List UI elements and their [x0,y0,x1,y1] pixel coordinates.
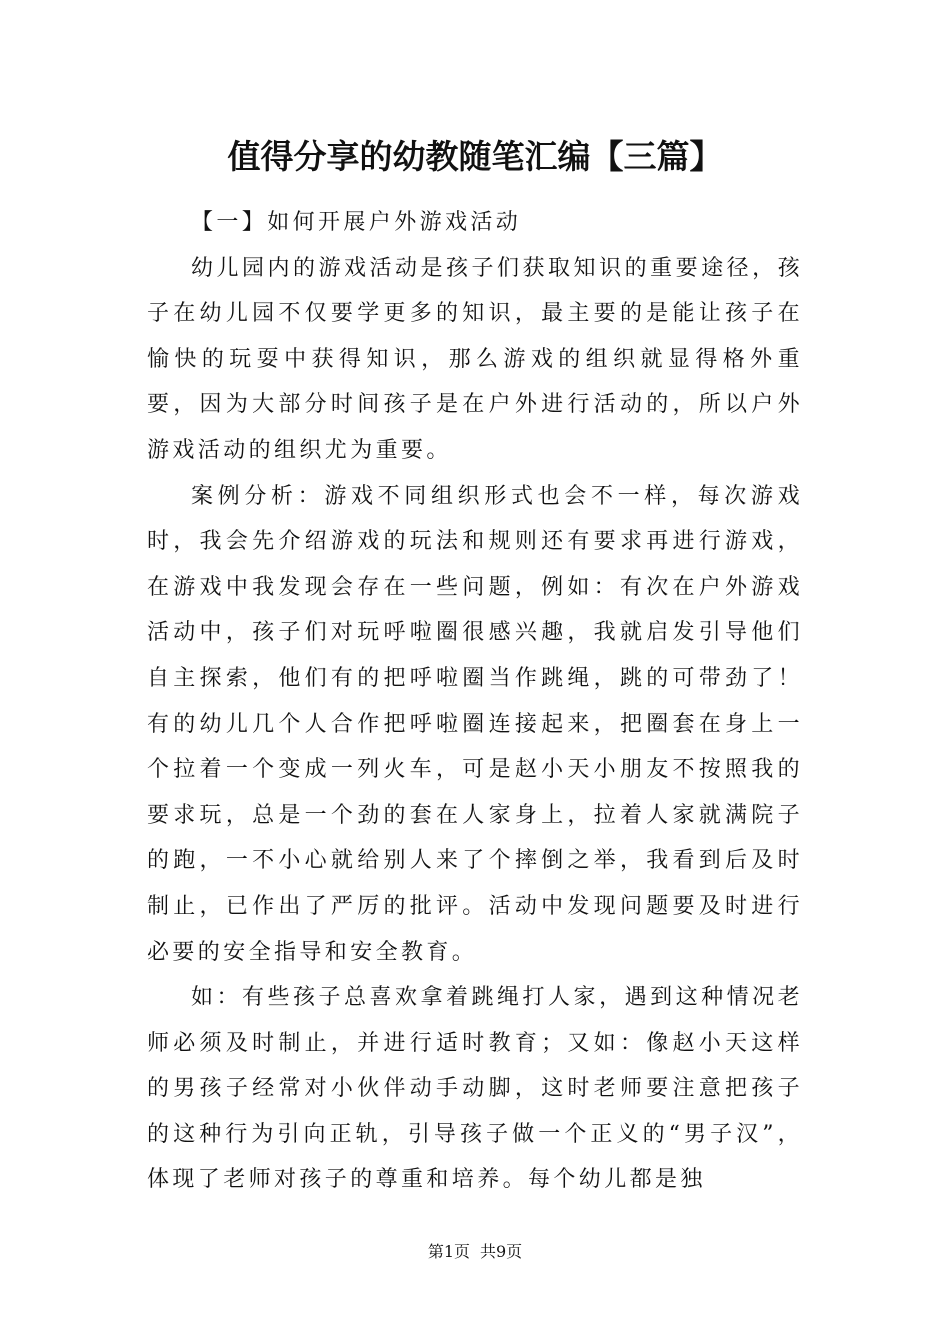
page-footer [0,1240,950,1264]
paragraph: 案例分析：游戏不同组织形式也会不一样，每次游戏时，我会先介绍游戏的玩法和规则还有要求再进行游戏，在游戏中我发现会存在一些问题，例如：有次在户外游戏活动中，孩子们对玩呼啦圈很感兴趣，我就启发引导他们自主探索，他们有的把呼啦圈当作跳绳，跳的可带劲了！有的幼儿几个人合作把呼啦圈连接起来，把圈套在身上一个拉着一个变成一列火车，可是赵小天小朋友不按照我的要求玩，总是一个劲的套在人家身上，拉着人家就满院子的跑，一不小心就给别人来了个摔倒之举，我看到后及时制止，已作出了严厉的批评。活动中发现问题要及时进行必要的安全指导和安全教育。 [147,483,803,965]
page-number: 第1页 [427,1242,470,1261]
document-body [147,200,803,1203]
paragraph: 幼儿园内的游戏活动是孩子们获取知识的重要途径，孩子在幼儿园不仅要学更多的知识，最主要的是能让孩子在愉快的玩耍中获得知识，那么游戏的组织就显得格外重要，因为大部分时间孩子是在户外进行活动的，所以户外游戏活动的组织尤为重要。 [147,255,803,463]
page-title: 值得分享的幼教随笔汇编【三篇】 [227,137,723,176]
section-heading: 【一】如何开展户外游戏活动 [191,210,522,235]
paragraph: 如：有些孩子总喜欢拿着跳绳打人家，遇到这种情况老师必须及时制止，并进行适时教育；又如：像赵小天这样的男孩子经常对小伙伴动手动脚，这时老师要注意把孩子的这种行为引向正轨，引导孩子做一个正义的“男子汉”，体现了老师对孩子的尊重和培养。每个幼儿都是独 [147,985,803,1193]
page-total: 共9页 [480,1242,523,1261]
